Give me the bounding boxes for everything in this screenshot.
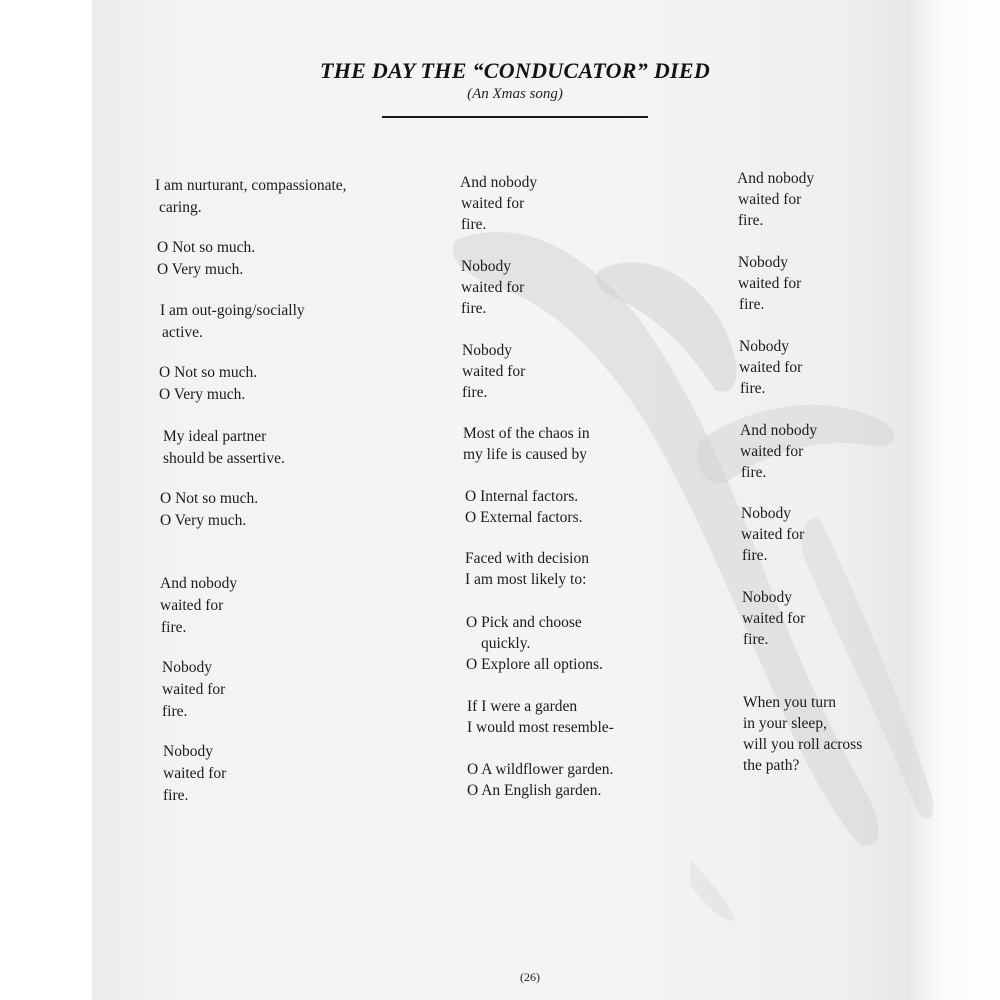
column-middle-line: I would most resemble- [467, 719, 614, 736]
column-middle-line: And nobody [460, 174, 538, 191]
column-middle-line: quickly. [481, 635, 531, 652]
column-left-line: active. [162, 324, 203, 341]
column-middle-line: Nobody [462, 342, 512, 359]
column-left-line: waited for [163, 765, 227, 782]
column-right-line: waited for [739, 359, 803, 376]
page-title: THE DAY THE “CONDUCATOR” DIED [319, 58, 711, 83]
column-right-line: Nobody [742, 589, 792, 606]
column-middle-line: O An English garden. [467, 782, 602, 799]
column-right-line: will you roll across [743, 736, 863, 753]
column-left-line: O Not so much. [159, 364, 258, 381]
column-right-line: waited for [740, 443, 804, 460]
column-middle-line: waited for [461, 195, 525, 212]
column-left-line: fire. [161, 619, 187, 636]
column-right-line: fire. [738, 212, 764, 229]
column-middle-line: If I were a garden [467, 698, 578, 715]
column-right-line: the path? [743, 757, 800, 774]
column-left-line: fire. [163, 787, 189, 804]
column-middle-line: waited for [461, 279, 525, 296]
column-middle-line: O A wildflower garden. [467, 761, 614, 778]
column-middle-line: fire. [461, 300, 487, 317]
column-left-line: And nobody [160, 575, 238, 592]
column-middle-line: O Explore all options. [466, 656, 603, 673]
column-middle-line: my life is caused by [463, 446, 587, 463]
column-left-line: I am out-going/socially [160, 302, 305, 319]
column-middle-line: I am most likely to: [465, 571, 587, 588]
column-right-line: Nobody [738, 254, 788, 271]
column-right-line: in your sleep, [743, 715, 827, 732]
column-left-line: waited for [162, 681, 226, 698]
column-left-line: caring. [159, 199, 202, 216]
column-right-line: fire. [740, 380, 766, 397]
column-right-line: waited for [741, 526, 805, 543]
column-left-line: fire. [162, 703, 188, 720]
column-middle-line: Faced with decision [465, 550, 589, 567]
column-left-line: should be assertive. [163, 450, 285, 467]
page-number: (26) [520, 970, 540, 984]
column-left-line: O Very much. [160, 512, 247, 529]
column-right-line: waited for [742, 610, 806, 627]
column-middle-line: Nobody [461, 258, 511, 275]
column-middle-line: fire. [461, 216, 487, 233]
column-left-line: My ideal partner [163, 428, 267, 445]
column-left-line: I am nurturant, compassionate, [155, 177, 347, 194]
column-left-line: O Very much. [159, 386, 246, 403]
column-right-line: fire. [739, 296, 765, 313]
column-middle-line: O Pick and choose [466, 614, 582, 631]
column-left-line: Nobody [162, 659, 212, 676]
title-divider [382, 116, 648, 118]
column-left-line: Nobody [163, 743, 213, 760]
column-left-line: O Very much. [157, 261, 244, 278]
column-right-line: waited for [738, 275, 802, 292]
column-right-line: When you turn [743, 694, 836, 711]
column-middle-line: Most of the chaos in [463, 425, 590, 442]
column-left-line: O Not so much. [157, 239, 256, 256]
column-right-line: fire. [742, 547, 768, 564]
column-right-line: waited for [738, 191, 802, 208]
column-middle-line: O External factors. [465, 509, 583, 526]
column-right-line: Nobody [741, 505, 791, 522]
column-middle-line: fire. [462, 384, 488, 401]
column-middle-line: waited for [462, 363, 526, 380]
column-right-line: And nobody [737, 170, 815, 187]
column-right-line: Nobody [739, 338, 789, 355]
column-left-line: waited for [160, 597, 224, 614]
column-right-line: And nobody [740, 422, 818, 439]
column-right-line: fire. [741, 464, 767, 481]
page-subtitle: (An Xmas song) [467, 86, 563, 102]
column-left-line: O Not so much. [160, 490, 259, 507]
column-middle-line: O Internal factors. [465, 488, 579, 505]
column-right-line: fire. [743, 631, 769, 648]
